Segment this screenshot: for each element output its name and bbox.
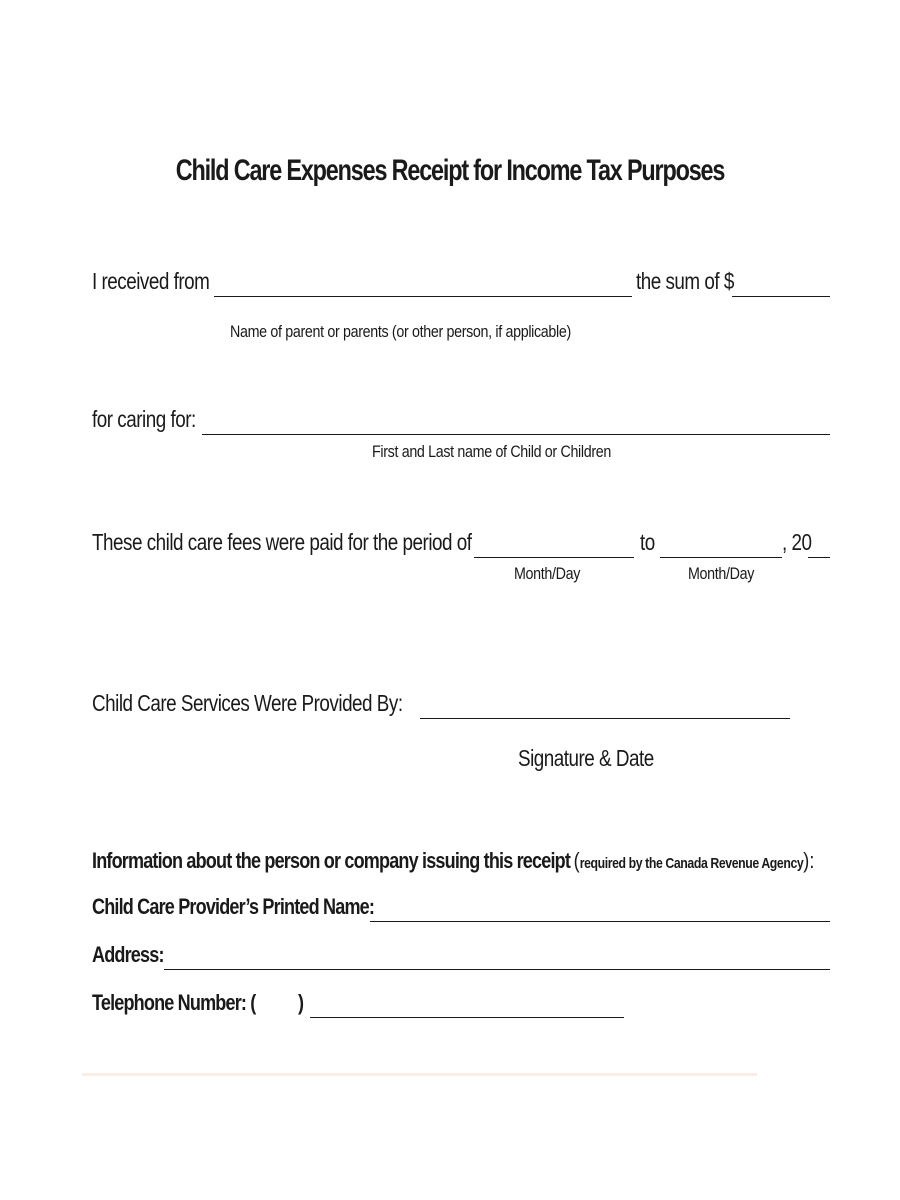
period-label: These child care fees were paid for the period of bbox=[92, 529, 472, 555]
period-to-field[interactable] bbox=[660, 557, 782, 558]
footer-divider bbox=[82, 1073, 757, 1076]
signature-date-field[interactable] bbox=[420, 718, 790, 719]
provider-info-paren-open: ( bbox=[573, 848, 580, 873]
provider-info-heading-row bbox=[92, 848, 814, 874]
telephone-field[interactable] bbox=[310, 1017, 624, 1018]
sum-label: the sum of $ bbox=[636, 268, 734, 294]
parent-name-field[interactable] bbox=[214, 296, 632, 297]
page-title: Child Care Expenses Receipt for Income Tax Purposes bbox=[175, 154, 725, 187]
address-field[interactable] bbox=[164, 969, 830, 970]
period-to-label: to bbox=[640, 529, 655, 555]
services-label: Child Care Services Were Provided By: bbox=[92, 690, 403, 716]
child-name-caption: First and Last name of Child or Children bbox=[372, 442, 611, 461]
signature-date-caption: Signature & Date bbox=[518, 745, 654, 771]
provider-info-note: required by the Canada Revenue Agency bbox=[579, 855, 804, 872]
period-year-label: , 20 bbox=[782, 529, 812, 555]
child-name-field[interactable] bbox=[202, 434, 830, 435]
period-year-field[interactable] bbox=[808, 557, 830, 558]
address-label: Address: bbox=[92, 942, 164, 967]
printed-name-label: Child Care Provider’s Printed Name: bbox=[92, 894, 375, 919]
telephone-label: Telephone Number: ( bbox=[92, 990, 256, 1015]
printed-name-field[interactable] bbox=[370, 921, 830, 922]
provider-info-paren-close: ): bbox=[803, 848, 815, 873]
sum-amount-field[interactable] bbox=[732, 296, 830, 297]
period-from-caption: Month/Day bbox=[514, 564, 581, 583]
provider-info-heading: Information about the person or company issuing this receipt bbox=[92, 848, 571, 873]
parent-name-caption: Name of parent or parents (or other person, if applicable) bbox=[230, 322, 571, 341]
caring-for-label: for caring for: bbox=[92, 406, 196, 432]
period-from-field[interactable] bbox=[474, 557, 634, 558]
period-to-caption: Month/Day bbox=[688, 564, 755, 583]
telephone-paren-close: ) bbox=[298, 990, 304, 1015]
received-from-label: I received from bbox=[92, 268, 210, 294]
